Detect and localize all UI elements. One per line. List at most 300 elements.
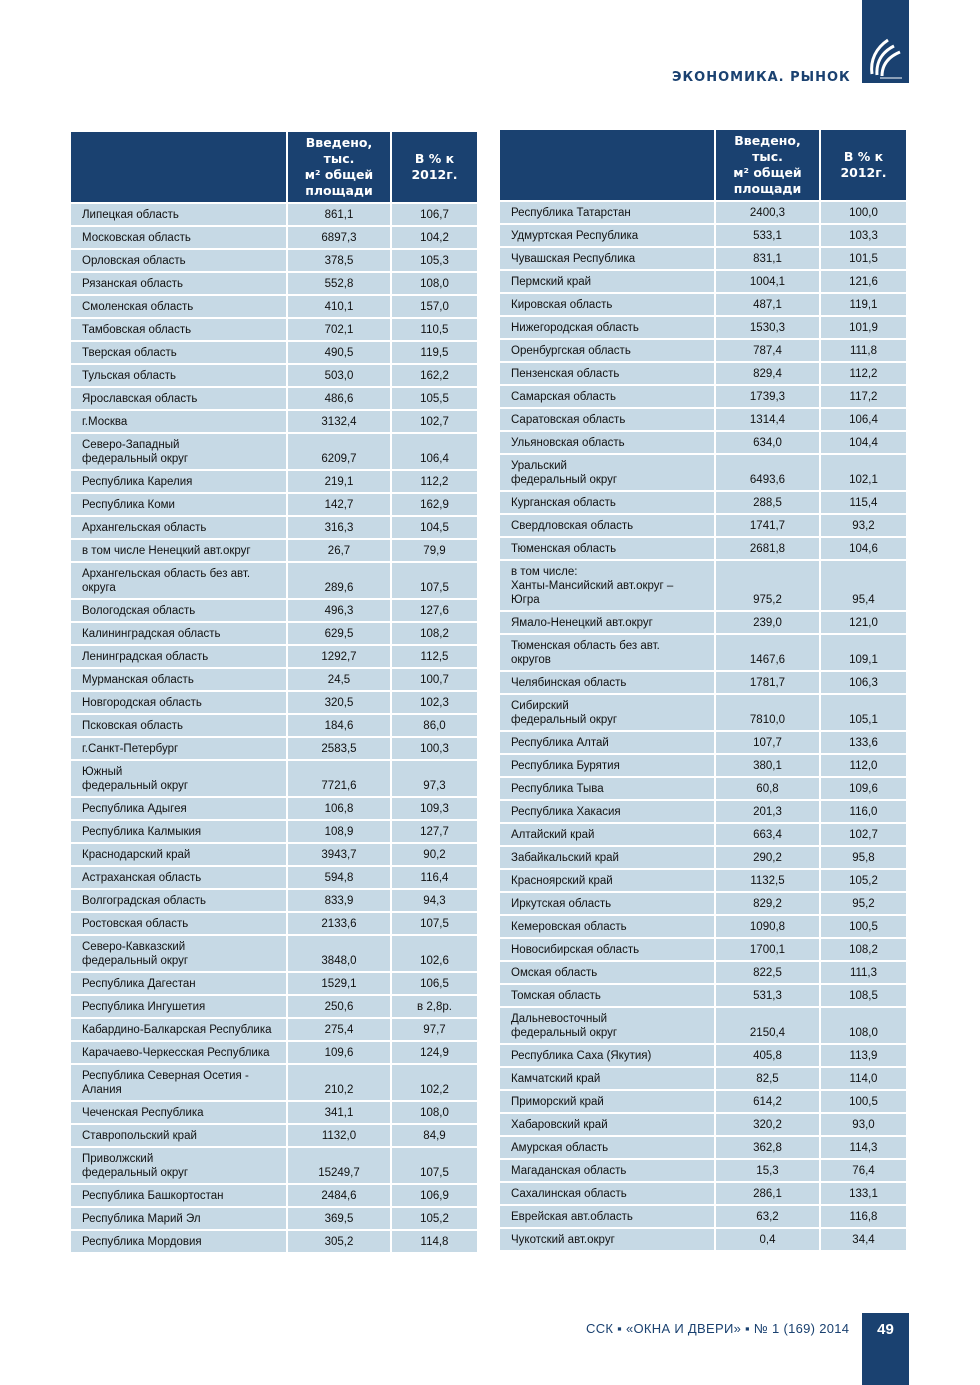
built-area-cell: 831,1 xyxy=(715,247,820,270)
region-cell: г.Москва xyxy=(71,410,287,433)
table-row xyxy=(71,562,477,599)
table-header xyxy=(71,132,477,203)
percent-cell: 111,8 xyxy=(820,339,906,362)
region-cell: Алтайский край xyxy=(500,823,715,846)
region-cell: Республика Тыва xyxy=(500,777,715,800)
built-area-cell: 2681,8 xyxy=(715,537,820,560)
table-row xyxy=(500,1044,906,1067)
region-cell: Хабаровский край xyxy=(500,1113,715,1136)
table-row xyxy=(500,846,906,869)
table-row xyxy=(71,622,477,645)
table-row xyxy=(71,387,477,410)
percent-cell: 109,3 xyxy=(391,797,477,820)
built-area-cell: 109,6 xyxy=(287,1041,391,1064)
built-area-cell: 1739,3 xyxy=(715,385,820,408)
percent-cell: 94,3 xyxy=(391,889,477,912)
percent-cell: 95,2 xyxy=(820,892,906,915)
table-row xyxy=(71,843,477,866)
built-area-cell: 24,5 xyxy=(287,668,391,691)
table-row xyxy=(500,293,906,316)
percent-cell: 106,3 xyxy=(820,671,906,694)
built-area-cell: 410,1 xyxy=(287,295,391,318)
table-row xyxy=(71,797,477,820)
table-row xyxy=(500,984,906,1007)
region-cell: Сахалинская область xyxy=(500,1182,715,1205)
table-row xyxy=(500,1136,906,1159)
built-area-cell: 702,1 xyxy=(287,318,391,341)
built-area-cell: 15249,7 xyxy=(287,1147,391,1184)
table-row xyxy=(500,1205,906,1228)
percent-cell: 76,4 xyxy=(820,1159,906,1182)
percent-cell: 113,9 xyxy=(820,1044,906,1067)
column-header-percent: В % к 2012г. xyxy=(820,130,906,201)
built-area-cell: 829,2 xyxy=(715,892,820,915)
built-area-cell: 3132,4 xyxy=(287,410,391,433)
region-cell: Мурманская область xyxy=(71,668,287,691)
built-area-cell: 63,2 xyxy=(715,1205,820,1228)
built-area-cell: 275,4 xyxy=(287,1018,391,1041)
region-cell: Ленинградская область xyxy=(71,645,287,668)
region-cell: Республика Дагестан xyxy=(71,972,287,995)
percent-cell: 105,5 xyxy=(391,387,477,410)
table-row xyxy=(71,295,477,318)
built-area-cell: 6209,7 xyxy=(287,433,391,470)
table-row xyxy=(71,1064,477,1101)
built-area-cell: 142,7 xyxy=(287,493,391,516)
region-cell: Волгоградская область xyxy=(71,889,287,912)
percent-cell: 112,2 xyxy=(820,362,906,385)
percent-cell: 106,9 xyxy=(391,1184,477,1207)
region-cell: Амурская область xyxy=(500,1136,715,1159)
region-cell: Астраханская область xyxy=(71,866,287,889)
region-cell: Архангельская область без авт. округа xyxy=(71,562,287,599)
region-cell: Орловская область xyxy=(71,249,287,272)
region-cell: Псковская область xyxy=(71,714,287,737)
region-cell: Тверская область xyxy=(71,341,287,364)
region-cell: в том числе: Ханты-Мансийский авт.округ – Югра xyxy=(500,560,715,611)
percent-cell: 105,3 xyxy=(391,249,477,272)
table-row xyxy=(71,912,477,935)
built-area-cell: 362,8 xyxy=(715,1136,820,1159)
table-row xyxy=(71,599,477,622)
region-cell: Тюменская область xyxy=(500,537,715,560)
percent-cell: 114,3 xyxy=(820,1136,906,1159)
percent-cell: 101,9 xyxy=(820,316,906,339)
percent-cell: 95,4 xyxy=(820,560,906,611)
table-row xyxy=(500,247,906,270)
built-area-cell: 487,1 xyxy=(715,293,820,316)
percent-cell: 106,5 xyxy=(391,972,477,995)
table-row xyxy=(71,714,477,737)
percent-cell: 102,7 xyxy=(391,410,477,433)
table-row xyxy=(71,1207,477,1230)
table-row xyxy=(500,938,906,961)
percent-cell: в 2,8р. xyxy=(391,995,477,1018)
percent-cell: 86,0 xyxy=(391,714,477,737)
region-cell: Республика Северная Осетия - Алания xyxy=(71,1064,287,1101)
region-cell: Республика Татарстан xyxy=(500,201,715,224)
table-row xyxy=(71,249,477,272)
table-row xyxy=(71,889,477,912)
percent-cell: 119,1 xyxy=(820,293,906,316)
region-cell: Кабардино-Балкарская Республика xyxy=(71,1018,287,1041)
column-header-region xyxy=(71,132,287,203)
table-row xyxy=(500,892,906,915)
built-area-cell: 380,1 xyxy=(715,754,820,777)
journal-footer: ССК ▪ «ОКНА И ДВЕРИ» ▪ № 1 (169) 2014 xyxy=(586,1321,850,1336)
built-area-cell: 320,5 xyxy=(287,691,391,714)
logo-swoosh-icon xyxy=(862,0,909,83)
table-header xyxy=(500,130,906,201)
region-cell: Курганская область xyxy=(500,491,715,514)
table-row xyxy=(500,731,906,754)
region-cell: Смоленская область xyxy=(71,295,287,318)
percent-cell: 95,8 xyxy=(820,846,906,869)
percent-cell: 112,2 xyxy=(391,470,477,493)
region-cell: Челябинская область xyxy=(500,671,715,694)
region-cell: Забайкальский край xyxy=(500,846,715,869)
percent-cell: 108,5 xyxy=(820,984,906,1007)
built-area-cell: 2133,6 xyxy=(287,912,391,935)
built-area-cell: 290,2 xyxy=(715,846,820,869)
region-cell: Ярославская область xyxy=(71,387,287,410)
built-area-cell: 1467,6 xyxy=(715,634,820,671)
region-cell: Республика Ингушетия xyxy=(71,995,287,1018)
table-row xyxy=(71,226,477,249)
percent-cell: 104,5 xyxy=(391,516,477,539)
table-row xyxy=(71,645,477,668)
table-row xyxy=(500,491,906,514)
percent-cell: 112,0 xyxy=(820,754,906,777)
percent-cell: 105,2 xyxy=(391,1207,477,1230)
built-area-cell: 1314,4 xyxy=(715,408,820,431)
percent-cell: 116,0 xyxy=(820,800,906,823)
table-row xyxy=(500,671,906,694)
built-area-cell: 201,3 xyxy=(715,800,820,823)
percent-cell: 97,7 xyxy=(391,1018,477,1041)
built-area-cell: 1132,5 xyxy=(715,869,820,892)
percent-cell: 100,5 xyxy=(820,915,906,938)
table-row xyxy=(71,995,477,1018)
page-number: 49 xyxy=(877,1321,894,1338)
percent-cell: 100,7 xyxy=(391,668,477,691)
percent-cell: 102,7 xyxy=(820,823,906,846)
built-area-cell: 1132,0 xyxy=(287,1124,391,1147)
column-header-region xyxy=(500,130,715,201)
table-row xyxy=(500,634,906,671)
built-area-cell: 1292,7 xyxy=(287,645,391,668)
built-area-cell: 316,3 xyxy=(287,516,391,539)
region-cell: Архангельская область xyxy=(71,516,287,539)
percent-cell: 109,6 xyxy=(820,777,906,800)
table-row xyxy=(71,737,477,760)
region-cell: Вологодская область xyxy=(71,599,287,622)
table-row xyxy=(500,514,906,537)
built-area-cell: 486,6 xyxy=(287,387,391,410)
percent-cell: 112,5 xyxy=(391,645,477,668)
percent-cell: 116,8 xyxy=(820,1205,906,1228)
table-row xyxy=(71,341,477,364)
region-cell: Магаданская область xyxy=(500,1159,715,1182)
table-row xyxy=(500,869,906,892)
table-row xyxy=(500,694,906,731)
region-cell: Новосибирская область xyxy=(500,938,715,961)
built-area-cell: 614,2 xyxy=(715,1090,820,1113)
region-cell: Уральский федеральный округ xyxy=(500,454,715,491)
construction-table-left xyxy=(71,132,477,1254)
percent-cell: 34,4 xyxy=(820,1228,906,1251)
region-cell: Нижегородская область xyxy=(500,316,715,339)
table-row xyxy=(71,1147,477,1184)
region-cell: Республика Хакасия xyxy=(500,800,715,823)
built-area-cell: 369,5 xyxy=(287,1207,391,1230)
table-row xyxy=(500,431,906,454)
region-cell: Республика Марий Эл xyxy=(71,1207,287,1230)
percent-cell: 117,2 xyxy=(820,385,906,408)
region-cell: Республика Калмыкия xyxy=(71,820,287,843)
region-cell: Новгородская область xyxy=(71,691,287,714)
table-row xyxy=(500,1007,906,1044)
built-area-cell: 503,0 xyxy=(287,364,391,387)
percent-cell: 107,5 xyxy=(391,562,477,599)
built-area-cell: 289,6 xyxy=(287,562,391,599)
built-area-cell: 531,3 xyxy=(715,984,820,1007)
built-area-cell: 2583,5 xyxy=(287,737,391,760)
built-area-cell: 108,9 xyxy=(287,820,391,843)
percent-cell: 108,2 xyxy=(820,938,906,961)
built-area-cell: 6897,3 xyxy=(287,226,391,249)
built-area-cell: 822,5 xyxy=(715,961,820,984)
percent-cell: 105,2 xyxy=(820,869,906,892)
percent-cell: 103,3 xyxy=(820,224,906,247)
region-cell: Республика Башкортостан xyxy=(71,1184,287,1207)
built-area-cell: 106,8 xyxy=(287,797,391,820)
region-cell: Кировская область xyxy=(500,293,715,316)
region-cell: Омская область xyxy=(500,961,715,984)
table-row xyxy=(71,203,477,226)
table-row xyxy=(71,820,477,843)
region-cell: Ямало-Ненецкий авт.округ xyxy=(500,611,715,634)
built-area-cell: 6493,6 xyxy=(715,454,820,491)
percent-cell: 100,3 xyxy=(391,737,477,760)
column-header-percent: В % к 2012г. xyxy=(391,132,477,203)
built-area-cell: 2400,3 xyxy=(715,201,820,224)
table-row xyxy=(500,316,906,339)
built-area-cell: 833,9 xyxy=(287,889,391,912)
percent-cell: 102,1 xyxy=(820,454,906,491)
built-area-cell: 26,7 xyxy=(287,539,391,562)
percent-cell: 106,4 xyxy=(820,408,906,431)
percent-cell: 107,5 xyxy=(391,912,477,935)
percent-cell: 101,5 xyxy=(820,247,906,270)
built-area-cell: 15,3 xyxy=(715,1159,820,1182)
table-row xyxy=(71,1124,477,1147)
percent-cell: 106,7 xyxy=(391,203,477,226)
region-cell: Пермский край xyxy=(500,270,715,293)
table-row xyxy=(500,408,906,431)
region-cell: в том числе Ненецкий авт.округ xyxy=(71,539,287,562)
built-area-cell: 219,1 xyxy=(287,470,391,493)
percent-cell: 124,9 xyxy=(391,1041,477,1064)
built-area-cell: 975,2 xyxy=(715,560,820,611)
table-row xyxy=(500,1182,906,1205)
region-cell: Еврейская авт.область xyxy=(500,1205,715,1228)
built-area-cell: 490,5 xyxy=(287,341,391,364)
built-area-cell: 2150,4 xyxy=(715,1007,820,1044)
table-row xyxy=(71,1018,477,1041)
table-row xyxy=(500,1067,906,1090)
table-row xyxy=(500,339,906,362)
built-area-cell: 210,2 xyxy=(287,1064,391,1101)
built-area-cell: 829,4 xyxy=(715,362,820,385)
built-area-cell: 288,5 xyxy=(715,491,820,514)
region-cell: Кемеровская область xyxy=(500,915,715,938)
region-cell: Московская область xyxy=(71,226,287,249)
region-cell: Республика Алтай xyxy=(500,731,715,754)
region-cell: Самарская область xyxy=(500,385,715,408)
region-cell: Саратовская область xyxy=(500,408,715,431)
percent-cell: 121,6 xyxy=(820,270,906,293)
table-row xyxy=(71,539,477,562)
table-row xyxy=(71,691,477,714)
construction-table-right xyxy=(500,130,906,1252)
built-area-cell: 1090,8 xyxy=(715,915,820,938)
region-cell: Северо-Западный федеральный округ xyxy=(71,433,287,470)
percent-cell: 127,6 xyxy=(391,599,477,622)
percent-cell: 79,9 xyxy=(391,539,477,562)
region-cell: Оренбургская область xyxy=(500,339,715,362)
percent-cell: 102,2 xyxy=(391,1064,477,1101)
table-row xyxy=(500,385,906,408)
table-row xyxy=(500,537,906,560)
built-area-cell: 552,8 xyxy=(287,272,391,295)
table-row xyxy=(71,1230,477,1253)
percent-cell: 102,3 xyxy=(391,691,477,714)
percent-cell: 116,4 xyxy=(391,866,477,889)
percent-cell: 109,1 xyxy=(820,634,906,671)
table-row xyxy=(500,1228,906,1251)
region-cell: Томская область xyxy=(500,984,715,1007)
built-area-cell: 341,1 xyxy=(287,1101,391,1124)
built-area-cell: 107,7 xyxy=(715,731,820,754)
built-area-cell: 305,2 xyxy=(287,1230,391,1253)
built-area-cell: 239,0 xyxy=(715,611,820,634)
table-row xyxy=(71,516,477,539)
built-area-cell: 861,1 xyxy=(287,203,391,226)
table-row xyxy=(71,470,477,493)
region-cell: Тульская область xyxy=(71,364,287,387)
column-header-built: Введено, тыс. м² общей площади xyxy=(287,132,391,203)
region-cell: Ростовская область xyxy=(71,912,287,935)
region-cell: Краснодарский край xyxy=(71,843,287,866)
region-cell: Республика Адыгея xyxy=(71,797,287,820)
percent-cell: 111,3 xyxy=(820,961,906,984)
table-row xyxy=(500,1159,906,1182)
table-row xyxy=(71,364,477,387)
region-cell: Красноярский край xyxy=(500,869,715,892)
percent-cell: 100,0 xyxy=(820,201,906,224)
percent-cell: 104,6 xyxy=(820,537,906,560)
percent-cell: 114,8 xyxy=(391,1230,477,1253)
region-cell: Республика Бурятия xyxy=(500,754,715,777)
region-cell: Удмуртская Республика xyxy=(500,224,715,247)
region-cell: Ставропольский край xyxy=(71,1124,287,1147)
percent-cell: 115,4 xyxy=(820,491,906,514)
built-area-cell: 184,6 xyxy=(287,714,391,737)
table-row xyxy=(500,270,906,293)
percent-cell: 108,0 xyxy=(820,1007,906,1044)
built-area-cell: 405,8 xyxy=(715,1044,820,1067)
built-area-cell: 60,8 xyxy=(715,777,820,800)
percent-cell: 162,2 xyxy=(391,364,477,387)
table-row xyxy=(500,915,906,938)
region-cell: Тамбовская область xyxy=(71,318,287,341)
region-cell: Чеченская Республика xyxy=(71,1101,287,1124)
table-row xyxy=(500,362,906,385)
percent-cell: 110,5 xyxy=(391,318,477,341)
percent-cell: 114,0 xyxy=(820,1067,906,1090)
table-row xyxy=(71,433,477,470)
table-row xyxy=(71,935,477,972)
table-row xyxy=(500,754,906,777)
table-row xyxy=(71,493,477,516)
region-cell: Калининградская область xyxy=(71,622,287,645)
percent-cell: 93,0 xyxy=(820,1113,906,1136)
region-cell: Камчатский край xyxy=(500,1067,715,1090)
built-area-cell: 533,1 xyxy=(715,224,820,247)
region-cell: Сибирский федеральный округ xyxy=(500,694,715,731)
table-row xyxy=(71,668,477,691)
table-row xyxy=(71,972,477,995)
column-header-built: Введено, тыс. м² общей площади xyxy=(715,130,820,201)
built-area-cell: 594,8 xyxy=(287,866,391,889)
table-row xyxy=(500,560,906,611)
table-row xyxy=(500,1113,906,1136)
table-row xyxy=(71,410,477,433)
built-area-cell: 1700,1 xyxy=(715,938,820,961)
table-row xyxy=(500,961,906,984)
built-area-cell: 7810,0 xyxy=(715,694,820,731)
table-row xyxy=(71,866,477,889)
built-area-cell: 1781,7 xyxy=(715,671,820,694)
percent-cell: 84,9 xyxy=(391,1124,477,1147)
region-cell: Приморский край xyxy=(500,1090,715,1113)
built-area-cell: 320,2 xyxy=(715,1113,820,1136)
built-area-cell: 378,5 xyxy=(287,249,391,272)
built-area-cell: 629,5 xyxy=(287,622,391,645)
percent-cell: 104,2 xyxy=(391,226,477,249)
region-cell: Республика Коми xyxy=(71,493,287,516)
percent-cell: 93,2 xyxy=(820,514,906,537)
region-cell: Карачаево-Черкесская Республика xyxy=(71,1041,287,1064)
built-area-cell: 2484,6 xyxy=(287,1184,391,1207)
percent-cell: 105,1 xyxy=(820,694,906,731)
percent-cell: 162,9 xyxy=(391,493,477,516)
percent-cell: 121,0 xyxy=(820,611,906,634)
built-area-cell: 787,4 xyxy=(715,339,820,362)
built-area-cell: 496,3 xyxy=(287,599,391,622)
percent-cell: 108,2 xyxy=(391,622,477,645)
region-cell: Рязанская область xyxy=(71,272,287,295)
region-cell: Чукотский авт.округ xyxy=(500,1228,715,1251)
table-row xyxy=(500,800,906,823)
region-cell: Республика Саха (Якутия) xyxy=(500,1044,715,1067)
built-area-cell: 1529,1 xyxy=(287,972,391,995)
region-cell: Южный федеральный округ xyxy=(71,760,287,797)
table-row xyxy=(500,823,906,846)
percent-cell: 133,1 xyxy=(820,1182,906,1205)
region-cell: Свердловская область xyxy=(500,514,715,537)
